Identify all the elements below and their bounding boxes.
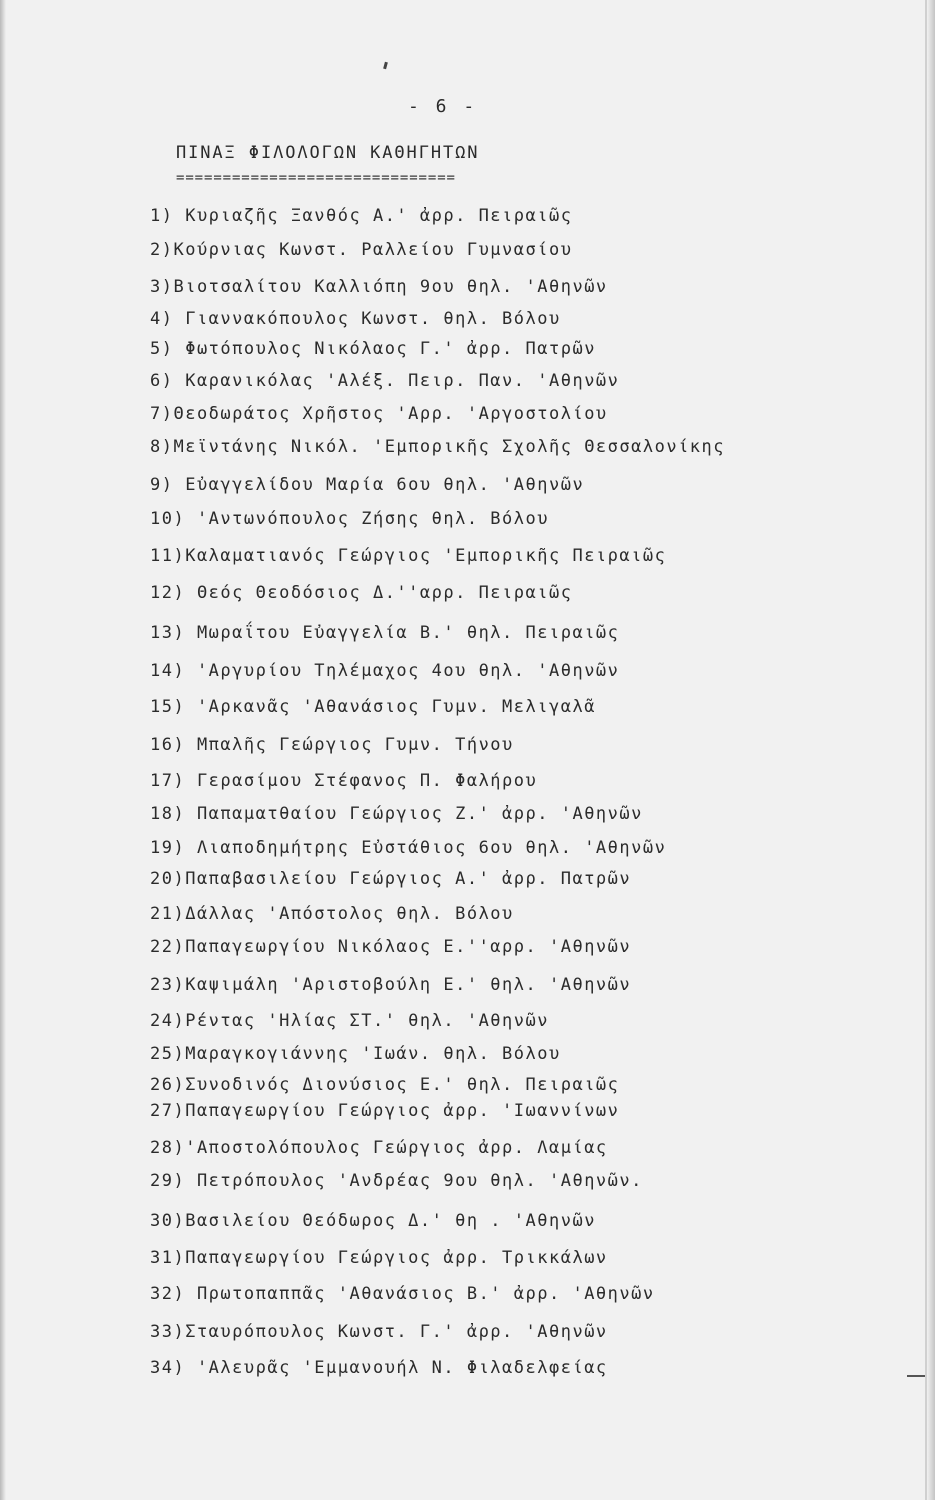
list-item: 26)Συνοδινός Διονύσιος Ε.' θηλ. Πειραιῶς (150, 1075, 620, 1095)
list-item: 10) 'Αντωνόπουλος Ζήσης θηλ. Βόλου (150, 509, 549, 529)
list-item: 5) Φωτόπουλος Νικόλαος Γ.' ἀρρ. Πατρῶν (150, 339, 596, 359)
list-item: 7)Θεοδωράτος Χρῆστος 'Αρρ. 'Αργοστολίου (150, 404, 608, 424)
list-item: 4) Γιαννακόπουλος Κωνστ. θηλ. Βόλου (150, 309, 561, 329)
list-item: 11)Καλαματιανός Γεώργιος 'Εμπορικῆς Πειραιῶς (150, 546, 667, 566)
list-item: 13) Μωραΐτου Εὐαγγελία Β.' θηλ. Πειραιῶς (150, 623, 620, 643)
list-item: 6) Καρανικόλας 'Αλέξ. Πειρ. Παν. 'Αθηνῶν (150, 371, 620, 391)
list-item: 29) Πετρόπουλος 'Ανδρέας 9ου θηλ. 'Αθηνῶν. (150, 1171, 643, 1191)
list-item: 16) Μπαλῆς Γεώργιος Γυμν. Τήνου (150, 735, 514, 755)
list-item: 21)Δάλλας 'Απόστολος θηλ. Βόλου (150, 904, 514, 924)
list-item: 27)Παπαγεωργίου Γεώργιος ἀρρ. 'Ιωαννίνων (150, 1101, 620, 1121)
list-item: 24)Ρέντας 'Ηλίας ΣΤ.' θηλ. 'Αθηνῶν (150, 1011, 549, 1031)
page-left-edge (0, 0, 6, 1500)
list-item: 17) Γερασίμου Στέφανος Π. Φαλήρου (150, 771, 538, 791)
list-item: 33)Σταυρόπουλος Κωνστ. Γ.' ἀρρ. 'Αθηνῶν (150, 1322, 608, 1342)
margin-mark (907, 1375, 925, 1377)
page-right-edge (927, 0, 935, 1500)
list-item: 34) 'Αλευρᾶς 'Εμμανουήλ Ν. Φιλαδελφείας (150, 1358, 608, 1378)
list-item: 25)Μαραγκογιάννης 'Ιωάν. θηλ. Βόλου (150, 1044, 561, 1064)
list-item: 9) Εὐαγγελίδου Μαρία 6ου θηλ. 'Αθηνῶν (150, 475, 585, 495)
list-item: 14) 'Αργυρίου Τηλέμαχος 4ου θηλ. 'Αθηνῶν (150, 661, 620, 681)
document-title: ΠΙΝΑΞ ΦΙΛΟΛΟΓΩΝ ΚΑΘΗΓΗΤΩΝ (176, 143, 480, 163)
list-item: 12) Θεός Θεοδόσιος Δ.''αρρ. Πειραιῶς (150, 583, 573, 603)
list-item: 22)Παπαγεωργίου Νικόλαος Ε.''αρρ. 'Αθηνῶν (150, 937, 632, 957)
list-item: 19) Λιαποδημήτρης Εὐστάθιος 6ου θηλ. 'Αθηνῶν (150, 838, 667, 858)
list-item: 1) Κυριαζῆς Ξανθός Α.' ἀρρ. Πειραιῶς (150, 206, 573, 226)
list-item: 18) Παπαματθαίου Γεώργιος Ζ.' ἀρρ. 'Αθηνῶν (150, 804, 643, 824)
ink-mark (383, 62, 388, 70)
list-item: 15) 'Αρκανᾶς 'Αθανάσιος Γυμν. Μελιγαλᾶ (150, 697, 596, 717)
list-item: 20)Παπαβασιλείου Γεώργιος Α.' ἀρρ. Πατρῶν (150, 869, 632, 889)
list-item: 3)Βιοτσαλίτου Καλλιόπη 9ου θηλ. 'Αθηνῶν (150, 277, 608, 297)
list-item: 28)'Αποστολόπουλος Γεώργιος ἀρρ. Λαμίας (150, 1138, 608, 1158)
title-underline: ============================== (176, 170, 456, 186)
list-item: 2)Κούρνιας Κωνστ. Ραλλείου Γυμνασίου (150, 240, 573, 260)
list-item: 23)Καψιμάλη 'Αριστοβούλη Ε.' θηλ. 'Αθηνῶν (150, 975, 632, 995)
list-item: 30)Βασιλείου Θεόδωρος Δ.' θη . 'Αθηνῶν (150, 1211, 596, 1231)
list-item: 31)Παπαγεωργίου Γεώργιος ἀρρ. Τρικκάλων (150, 1248, 608, 1268)
list-item: 8)Μεϊντάνης Νικόλ. 'Εμπορικῆς Σχολῆς Θεσσαλονίκης (150, 437, 726, 457)
list-item: 32) Πρωτοπαππᾶς 'Αθανάσιος Β.' ἀρρ. 'Αθηνῶν (150, 1284, 655, 1304)
page-number: - 6 - (408, 96, 478, 117)
